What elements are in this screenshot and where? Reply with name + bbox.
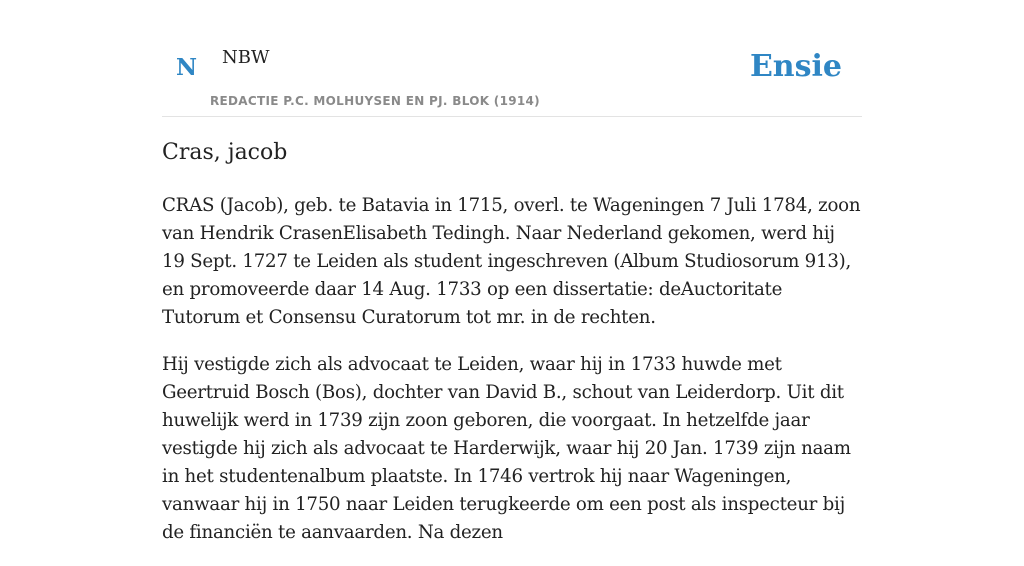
brand-logo[interactable]: Ensie xyxy=(749,49,842,84)
source-header xyxy=(162,0,862,117)
entry-paragraph: Hij vestigde zich als advocaat te Leiden, waar hij in 1733 huwde met Geertruid Bosch (Bos), dochter van David B., schout van Leiderdorp. Uit dit huwelijk werd in 1739 zijn zoon geboren, die voorgaat. In hetzelfde jaar vestigde hij zich als advocaat te Harderwijk, waar hij 20 Jan. 1739 zijn naam in het studentenalbum plaatste. In 1746 vertrok hij naar Wageningen, vanwaar hij in 1750 naar Leiden terugkeerde om een post als inspecteur bij de financiën te aanvaarden. Na dezen xyxy=(162,354,851,543)
source-logo[interactable]: N xyxy=(176,54,198,81)
entry-body xyxy=(162,192,862,566)
entry-paragraph: CRAS (Jacob), geb. te Batavia in 1715, overl. te Wageningen 7 Juli 1784, zoon van Hendrik CrasenElisabeth Tedingh. Naar Nederland gekomen, werd hij 19 Sept. 1727 te Leiden als student ingeschreven (Album Studiosorum 913), en promoveerde daar 14 Aug. 1733 op een dissertatie: deAuctoritate Tutorum et Consensu Curatorum tot mr. in de rechten. xyxy=(162,195,861,328)
source-subtitle: REDACTIE P.C. MOLHUYSEN EN PJ. BLOK (1914) xyxy=(210,94,540,108)
entry-title: Cras, jacob xyxy=(162,140,288,165)
source-title[interactable]: NBW xyxy=(222,47,270,68)
